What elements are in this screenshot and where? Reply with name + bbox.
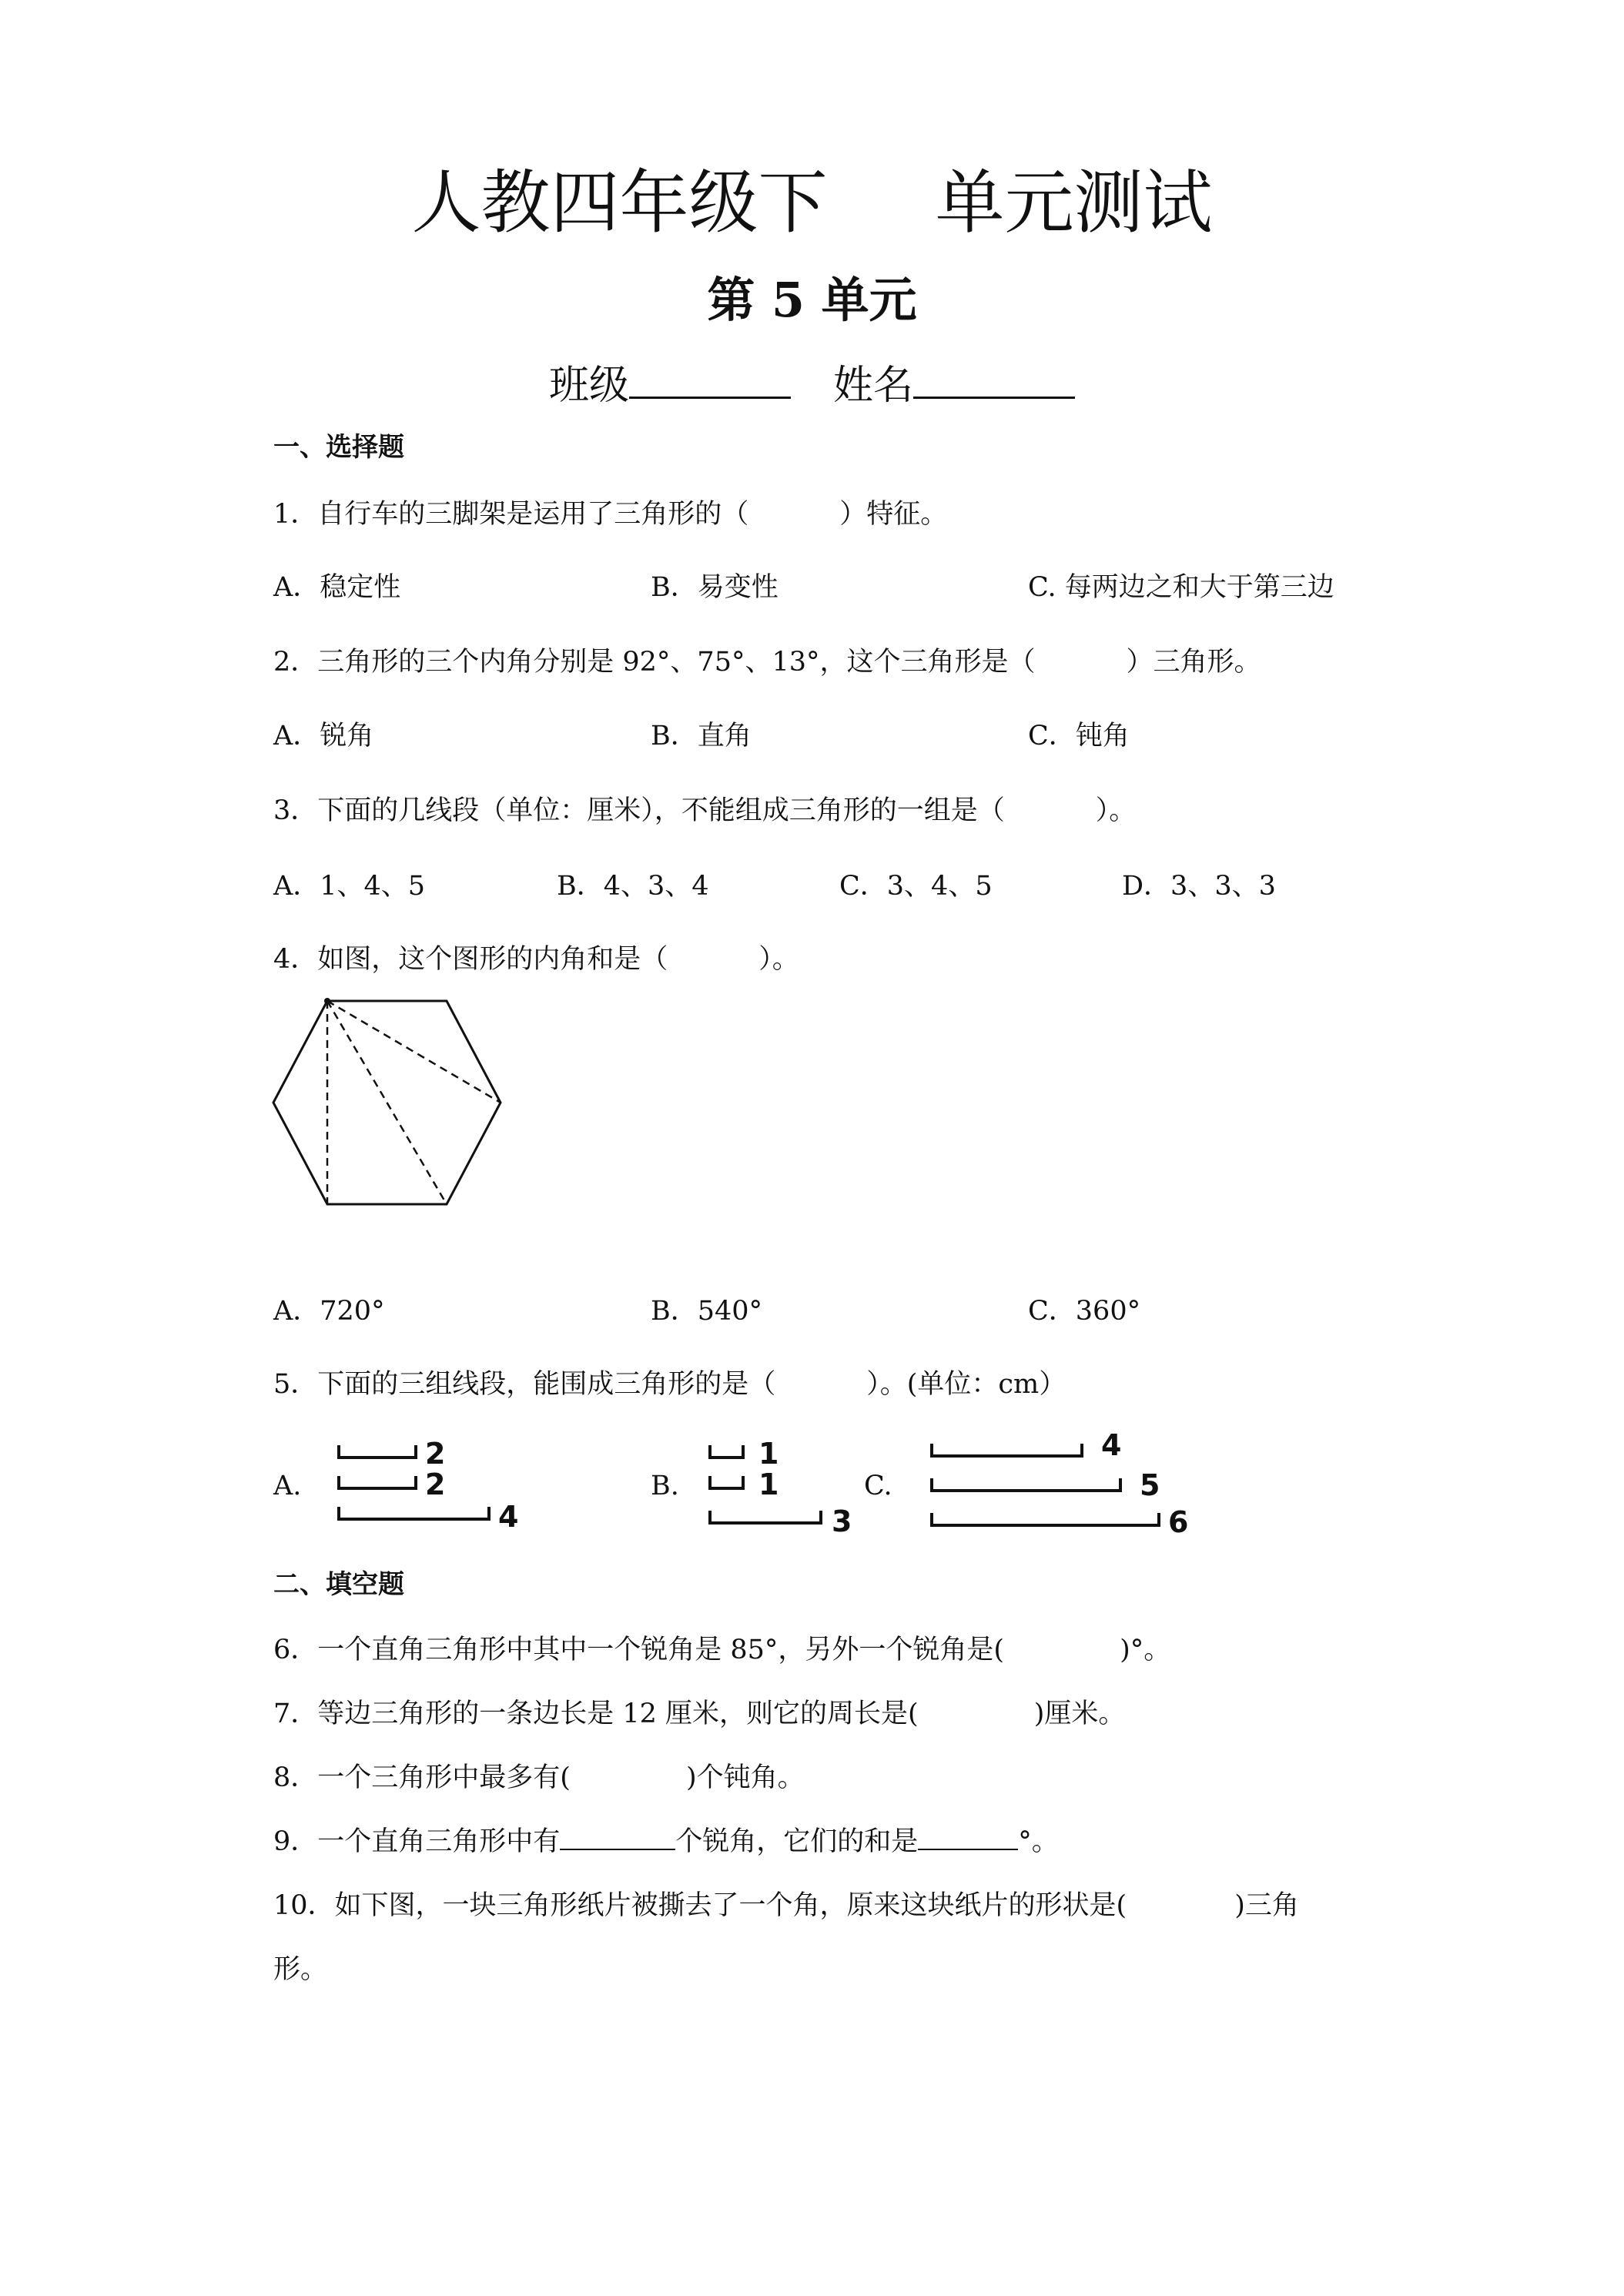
q1-option-c[interactable]: C. 每两边之和大于第三边 — [1028, 572, 1334, 603]
segment-c1-label: 4 — [1101, 1428, 1122, 1462]
segment-a2-label: 2 — [425, 1468, 446, 1501]
question-7 — [273, 1692, 1125, 1731]
question-4 — [273, 938, 799, 976]
q5-stem: 5．下面的三组线段，能围成三角形的是（ — [273, 1369, 776, 1400]
q4-option-c[interactable]: C．360° — [1028, 1296, 1141, 1327]
question-10 — [273, 1884, 1299, 1923]
q3-stem: 3．下面的几线段（单位：厘米），不能组成三角形的一组是（ — [273, 795, 1005, 826]
q4-stem: 4．如图，这个图形的内角和是（ — [273, 944, 668, 975]
segment-c3 — [932, 1513, 1159, 1525]
q1-option-a[interactable]: A．稳定性 — [273, 572, 401, 603]
segment-a3 — [339, 1507, 489, 1519]
name-blank[interactable] — [913, 358, 1075, 399]
title-right: 单元测试 — [935, 162, 1213, 243]
q7-stem-end: )厘米。 — [1033, 1699, 1126, 1729]
diagonal-2 — [327, 1001, 447, 1204]
question-5 — [273, 1363, 1066, 1401]
q10-stem-end: )三角 — [1234, 1890, 1299, 1921]
question-9 — [273, 1820, 1059, 1859]
q4-option-a[interactable]: A．720° — [273, 1296, 385, 1327]
q5-option-b[interactable]: B. — [651, 1471, 679, 1501]
student-info — [0, 353, 1624, 410]
q10-stem: 10．如下图，一块三角形纸片被撕去了一个角，原来这块纸片的形状是( — [273, 1890, 1127, 1921]
question-1 — [273, 493, 947, 531]
segment-c2 — [932, 1478, 1120, 1491]
q3-option-c[interactable]: C．3、4、5 — [839, 871, 993, 902]
q2-option-c[interactable]: C．钝角 — [1028, 721, 1130, 751]
q5-segments-a — [331, 1436, 531, 1544]
q5-option-c[interactable]: C. — [864, 1471, 892, 1501]
q4-option-b[interactable]: B．540° — [651, 1296, 763, 1327]
segment-a2 — [339, 1476, 416, 1488]
q2-option-a[interactable]: A．锐角 — [273, 721, 374, 751]
class-blank[interactable] — [629, 358, 791, 399]
question-8 — [273, 1756, 805, 1795]
q7-stem: 7．等边三角形的一条边长是 12 厘米，则它的周长是( — [273, 1699, 919, 1729]
title-left: 人教四年级下 — [411, 162, 828, 243]
question-10-continued: 形。 — [273, 1954, 328, 1985]
q4-stem-end: ）。 — [758, 944, 799, 975]
question-3 — [273, 789, 1136, 828]
q2-option-b[interactable]: B．直角 — [651, 721, 752, 751]
q5-segments-c — [920, 1428, 1213, 1540]
q8-stem: 8．一个三角形中最多有( — [273, 1762, 571, 1793]
q9-stem-mid: 个锐角，它们的和是 — [675, 1826, 919, 1857]
q1-option-b[interactable]: B．易变性 — [651, 572, 779, 603]
unit-subtitle: 第 5 单元 — [707, 272, 917, 328]
segment-a1-label: 2 — [425, 1437, 446, 1471]
question-2 — [273, 641, 1261, 679]
segment-b2-label: 1 — [758, 1468, 779, 1501]
segment-b2 — [710, 1476, 743, 1488]
q3-option-a[interactable]: A．1、4、5 — [273, 871, 426, 902]
segment-a1 — [339, 1445, 416, 1458]
segment-b3-label: 3 — [832, 1504, 852, 1538]
q3-stem-end: ）。 — [1095, 795, 1137, 826]
section-choice-title: 一、选择题 — [273, 432, 404, 463]
q5-segments-b — [701, 1436, 855, 1544]
segment-b1 — [710, 1445, 743, 1458]
segment-c3-label: 6 — [1168, 1505, 1189, 1539]
segment-c1 — [932, 1444, 1082, 1456]
page-title — [0, 146, 1624, 246]
question-6 — [273, 1628, 1170, 1667]
class-label: 班级 — [548, 363, 629, 409]
q1-stem-end: ）特征。 — [839, 499, 948, 530]
q9-stem-end: °。 — [1018, 1826, 1059, 1857]
vertex-dot — [324, 998, 330, 1004]
name-label: 姓名 — [833, 363, 914, 409]
q5-option-a[interactable]: A. — [273, 1471, 302, 1501]
segment-b1-label: 1 — [758, 1437, 779, 1471]
hexagon-diagram — [270, 993, 508, 1217]
q5-stem-end: ）。(单位：cm） — [866, 1369, 1066, 1400]
segment-a3-label: 4 — [498, 1500, 519, 1534]
q9-answer-blank-2[interactable] — [918, 1822, 1018, 1850]
segment-b3 — [710, 1511, 821, 1523]
q9-stem: 9．一个直角三角形中有 — [273, 1826, 561, 1857]
q3-option-b[interactable]: B．4、3、4 — [557, 871, 709, 902]
q2-stem: 2．三角形的三个内角分别是 92°、75°、13°，这个三角形是（ — [273, 647, 1036, 678]
q9-answer-blank-1[interactable] — [560, 1822, 675, 1850]
segment-c2-label: 5 — [1140, 1468, 1160, 1502]
q2-stem-end: ）三角形。 — [1126, 647, 1261, 678]
q1-stem: 1．自行车的三脚架是运用了三角形的（ — [273, 499, 749, 530]
section-fill-title: 二、填空题 — [273, 1569, 404, 1600]
q8-stem-end: )个钝角。 — [685, 1762, 805, 1793]
q3-option-d[interactable]: D．3、3、3 — [1122, 871, 1276, 902]
q6-stem-end: )°。 — [1120, 1635, 1171, 1665]
q6-stem: 6．一个直角三角形中其中一个锐角是 85°，另外一个锐角是( — [273, 1635, 1005, 1665]
